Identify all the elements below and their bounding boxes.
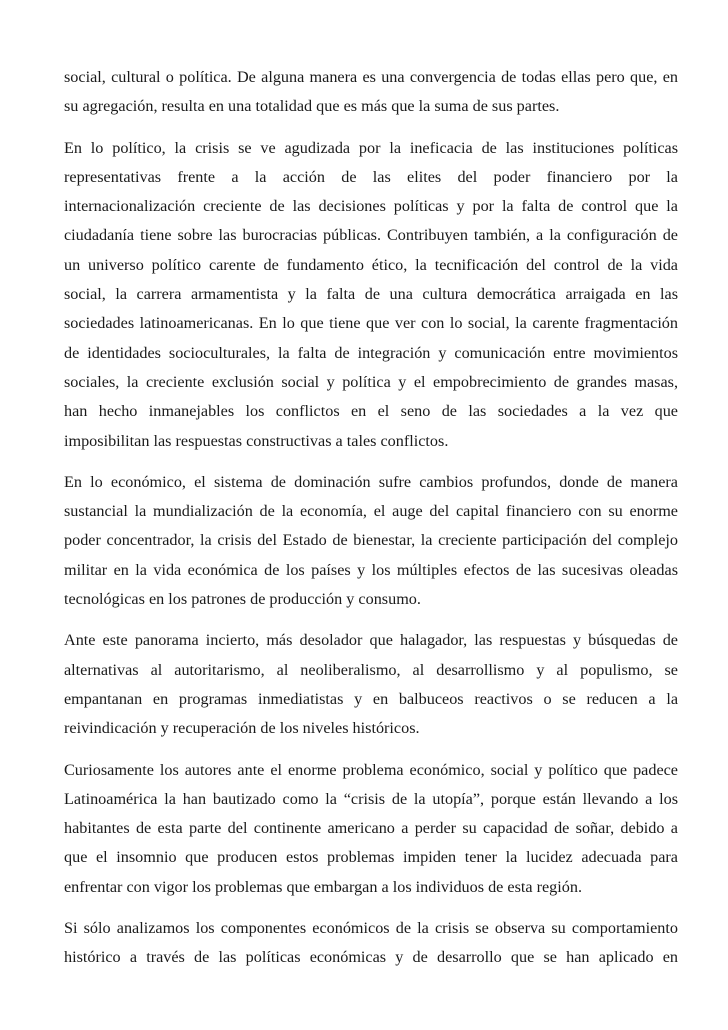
text-line: sociedades latinoamericanas. En lo que tiene que ver con lo social, la carente fragmentación [64,314,678,333]
body-text [64,63,678,973]
text-line: Curiosamente los autores ante el enorme problema económico, social y político que padece [64,760,678,779]
text-line: enfrentar con vigor los problemas que embargan a los individuos de esta región. [64,877,583,896]
paragraph [64,468,678,614]
text-line: poder concentrador, la crisis del Estado de bienestar, la creciente participación del complejo [64,531,678,550]
text-line: un universo político carente de fundamento ético, la tecnificación del control de la vida [64,255,678,274]
paragraph [64,756,678,902]
text-line: Latinoamérica la han bautizado como la “crisis de la utopía”, porque están llevando a los [64,789,678,808]
text-line: En lo económico, el sistema de dominación sufre cambios profundos, donde de manera [64,472,678,491]
text-line: Si sólo analizamos los componentes económicos de la crisis se observa su comportamiento [64,919,678,938]
text-line: tecnológicas en los patrones de producción y consumo. [64,590,421,609]
text-line: habitantes de esta parte del continente americano a perder su capacidad de soñar, debido a [64,819,678,838]
paragraph [64,626,678,743]
text-line: Ante este panorama incierto, más desolador que halagador, las respuestas y búsquedas de [64,631,678,650]
text-line: social, cultural o política. De alguna manera es una convergencia de todas ellas pero que, en [64,68,678,86]
text-line: su agregación, resulta en una totalidad que es más que la suma de sus partes. [64,97,560,116]
text-line: militar en la vida económica de los países y los múltiples efectos de las sucesivas oleadas [64,560,678,579]
text-line: empantanan en programas inmediatistas y en balbuceos reactivos o se reducen a la [64,689,678,708]
paragraph [64,914,678,973]
text-line: sociales, la creciente exclusión social y política y el empobrecimiento de grandes masas, [64,372,678,391]
text-line: que el insomnio que producen estos problemas impiden tener la lucidez adecuada para [64,848,678,867]
text-line: de identidades socioculturales, la falta de integración y comunicación entre movimientos [64,343,678,362]
text-line: reivindicación y recuperación de los niveles históricos. [64,719,420,738]
text-line: internacionalización creciente de las decisiones políticas y por la falta de control que la [64,197,678,216]
text-line: histórico a través de las políticas económicas y de desarrollo que se han aplicado en [64,948,678,967]
text-line: social, la carrera armamentista y la falta de una cultura democrática arraigada en las [64,285,678,304]
text-line: sustancial la mundialización de la economía, el auge del capital financiero con su enorme [64,502,678,521]
paragraph [64,63,678,122]
text-line: representativas frente a la acción de las elites del poder financiero por la [64,167,678,186]
text-line: ciudadanía tiene sobre las burocracias públicas. Contribuyen también, a la configuración de [64,226,678,245]
text-line: En lo político, la crisis se ve agudizada por la ineficacia de las instituciones políticas [64,138,678,157]
text-line: han hecho inmanejables los conflictos en el seno de las sociedades a la vez que [64,402,678,421]
text-line: alternativas al autoritarismo, al neoliberalismo, al desarrollismo y al populismo, se [64,660,678,679]
paragraph [64,134,678,456]
text-line: imposibilitan las respuestas constructivas a tales conflictos. [64,431,449,450]
